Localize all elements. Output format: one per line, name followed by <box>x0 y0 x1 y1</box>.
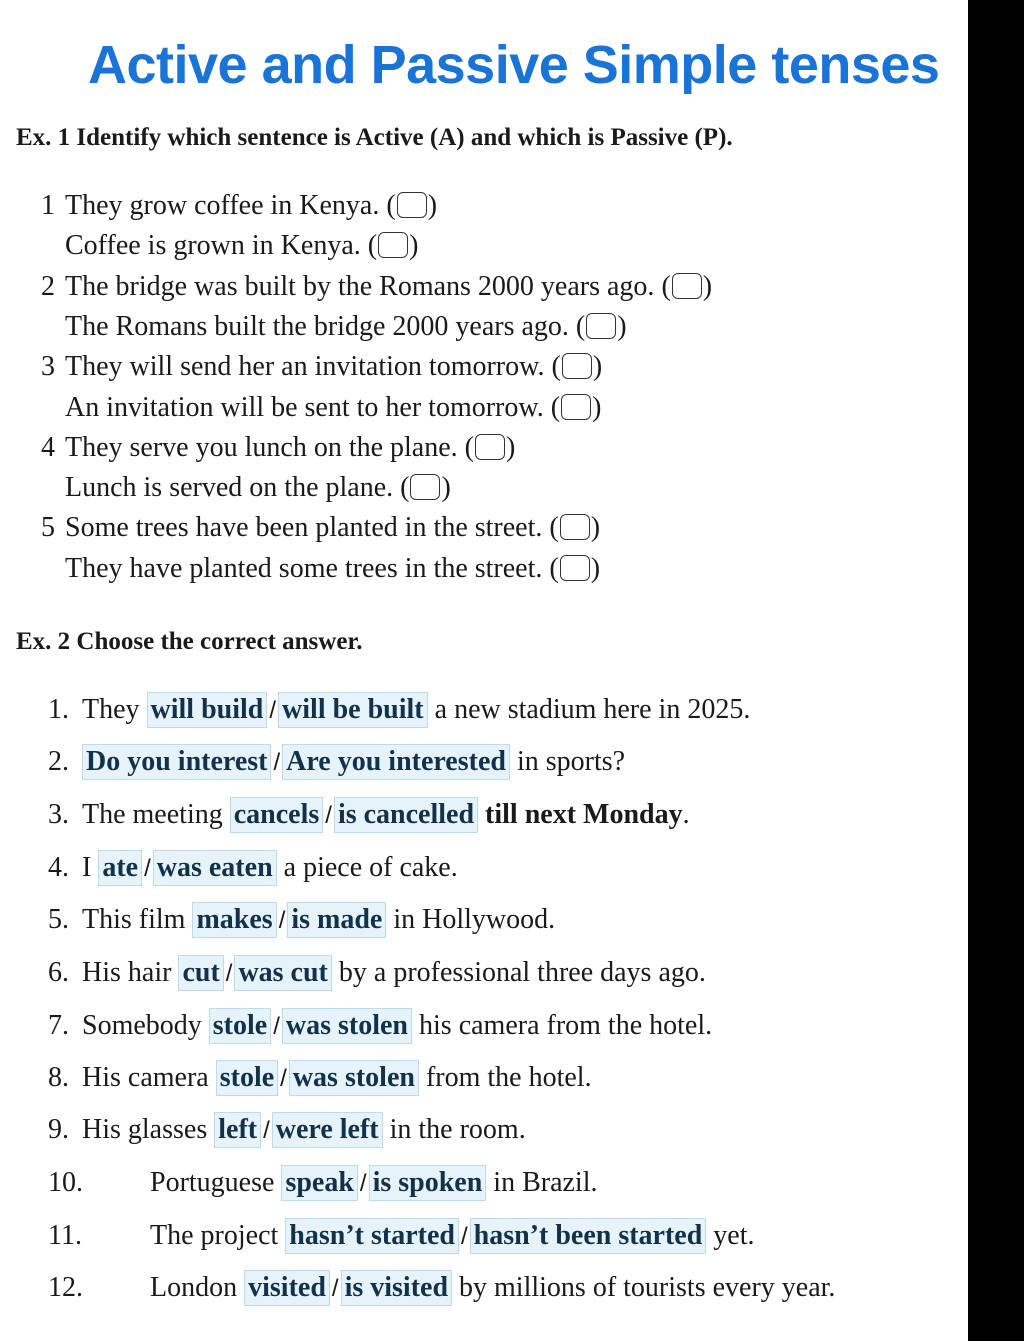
ex2-item-number: 8. <box>48 1062 69 1093</box>
ex1-item-number: 4 <box>41 431 55 463</box>
ex2-item-number: 9. <box>48 1114 69 1145</box>
option-separator: / <box>280 1065 287 1092</box>
option-passive[interactable]: was stolen <box>289 1060 419 1096</box>
answer-box[interactable] <box>562 353 592 379</box>
ex2-sentence <box>82 955 706 992</box>
ex1-sentence: Lunch is served on the plane. ( ) <box>65 472 451 504</box>
answer-box[interactable] <box>397 192 427 218</box>
ex2-item-number: 1. <box>48 694 69 725</box>
ex2-item <box>48 902 948 938</box>
sentence-start: They <box>82 694 140 725</box>
ex2-sentence <box>82 850 458 887</box>
right-margin-band <box>968 0 1024 1341</box>
ex2-sentence <box>82 797 690 834</box>
sentence-end: his camera from the hotel. <box>419 1010 713 1041</box>
answer-box[interactable] <box>560 514 590 540</box>
option-active[interactable]: cut <box>178 955 223 991</box>
sentence-start: London <box>150 1272 238 1303</box>
sentence-start: I <box>82 852 92 883</box>
answer-box[interactable] <box>586 313 616 339</box>
ex1-sentence-text: They serve you lunch on the plane. <box>65 431 458 463</box>
option-separator: / <box>278 907 286 934</box>
ex1-sentence: 2 The bridge was built by the Romans 2000 years ago. ( ) <box>41 270 713 302</box>
ex2-item <box>48 850 948 886</box>
sentence-end: from the hotel. <box>425 1062 592 1093</box>
ex1-sentence: 5 Some trees have been planted in the street. ( ) <box>41 512 601 544</box>
ex2-item-number: 7. <box>48 1010 69 1041</box>
option-active[interactable]: makes <box>192 902 276 938</box>
sentence-end: yet. <box>713 1220 755 1251</box>
ex1-sentence-text: They will send her an invitation tomorrow. <box>65 351 545 383</box>
ex1-sentence: An invitation will be sent to her tomorrow. ( ) <box>65 391 602 423</box>
ex1-item-number: 2 <box>41 270 55 302</box>
ex2-item <box>48 1008 948 1044</box>
sentence-start: The meeting <box>82 799 223 830</box>
ex1-heading: Ex. 1 Identify which sentence is Active (A) and which is Passive (P). <box>16 124 733 151</box>
ex2-sentence <box>82 692 750 729</box>
ex2-item-number: 12. <box>48 1272 83 1303</box>
answer-box[interactable] <box>560 555 590 581</box>
answer-box[interactable] <box>561 394 591 420</box>
option-passive[interactable]: Are you interested <box>282 744 510 780</box>
ex2-item-number: 2. <box>48 746 69 777</box>
ex1-sentence-text: Some trees have been planted in the street. <box>65 512 543 544</box>
ex1-sentence: 4 They serve you lunch on the plane. ( ) <box>41 431 516 463</box>
ex2-item-number: 3. <box>48 799 69 830</box>
sentence-start: This film <box>82 904 186 935</box>
option-active[interactable]: stole <box>209 1008 271 1044</box>
sentence-end: by a professional three days ago. <box>338 957 706 988</box>
option-separator: / <box>325 802 332 829</box>
ex2-item-number: 4. <box>48 852 69 883</box>
sentence-end: a new stadium here in 2025. <box>434 694 751 725</box>
option-passive[interactable]: was cut <box>234 955 331 991</box>
option-active[interactable]: Do you interest <box>82 744 271 780</box>
ex2-sentence <box>82 1008 712 1045</box>
sentence-start: His glasses <box>82 1114 208 1145</box>
option-separator: / <box>269 697 277 724</box>
option-separator: / <box>225 960 233 987</box>
ex2-item-number: 10. <box>48 1167 83 1198</box>
sentence-start: Portuguese <box>150 1167 275 1198</box>
ex2-sentence <box>82 902 555 939</box>
answer-box[interactable] <box>672 273 702 299</box>
ex1-sentence: 1 They grow coffee in Kenya. ( ) <box>41 190 438 221</box>
option-active[interactable]: hasn’t started <box>285 1218 459 1254</box>
ex2-item-number: 6. <box>48 957 69 988</box>
option-separator: / <box>460 1223 468 1250</box>
option-passive[interactable]: was eaten <box>153 850 277 886</box>
sentence-end: in the room. <box>389 1114 526 1145</box>
ex1-sentence: 3 They will send her an invitation tomorrow. ( ) <box>41 351 603 383</box>
option-separator: / <box>273 1013 280 1040</box>
sentence-start: His camera <box>82 1062 209 1093</box>
sentence-end: in sports? <box>516 746 626 777</box>
ex1-sentence-text: Coffee is grown in Kenya. <box>65 230 361 262</box>
ex2-item <box>48 1270 948 1306</box>
ex1-sentence-text: They have planted some trees in the street. <box>65 552 543 584</box>
ex2-sentence <box>82 744 625 781</box>
ex1-item-number: 3 <box>41 351 55 383</box>
ex2-item <box>48 744 948 780</box>
ex2-item <box>48 1218 948 1254</box>
option-passive[interactable]: is made <box>287 902 386 938</box>
ex1-sentence-text: An invitation will be sent to her tomorrow. <box>65 391 544 423</box>
option-active[interactable]: cancels <box>230 797 324 833</box>
ex1-sentence-text: The Romans built the bridge 2000 years ago. <box>65 310 569 342</box>
ex2-item <box>48 692 948 728</box>
option-active[interactable]: left <box>214 1112 261 1148</box>
answer-box[interactable] <box>410 474 440 500</box>
option-active[interactable]: will build <box>147 692 268 728</box>
option-active[interactable]: ate <box>98 850 142 886</box>
option-separator: / <box>144 855 151 882</box>
sentence-start: His hair <box>82 957 172 988</box>
ex1-sentence-text: They grow coffee in Kenya. <box>65 190 380 221</box>
ex1-sentence: The Romans built the bridge 2000 years ago. ( ) <box>65 310 627 342</box>
ex1-item-number: 5 <box>41 512 55 544</box>
sentence-end: in Brazil. <box>493 1167 598 1198</box>
ex2-sentence <box>150 1218 755 1255</box>
ex2-item <box>48 1060 948 1096</box>
ex2-item-number: 5. <box>48 904 69 935</box>
option-passive[interactable]: is visited <box>341 1270 452 1306</box>
page-title: Active and Passive Simple tenses <box>88 35 940 95</box>
ex1-sentence-text: The bridge was built by the Romans 2000 years ago. <box>65 270 655 302</box>
sentence-end: in Hollywood. <box>393 904 556 935</box>
option-passive[interactable]: was stolen <box>282 1008 412 1044</box>
ex2-item <box>48 1112 948 1148</box>
ex2-item <box>48 1165 948 1201</box>
ex2-item <box>48 955 948 991</box>
sentence-start: The project <box>150 1220 279 1251</box>
option-active[interactable]: stole <box>216 1060 278 1096</box>
sentence-start: Somebody <box>82 1010 202 1041</box>
option-passive[interactable]: is cancelled <box>334 797 478 833</box>
ex1-sentence: Coffee is grown in Kenya. ( ) <box>65 230 419 262</box>
ex2-sentence <box>82 1060 592 1097</box>
ex1-sentence: They have planted some trees in the street. ( ) <box>65 552 601 584</box>
ex2-item <box>48 797 948 833</box>
ex2-item-number: 11. <box>48 1220 82 1251</box>
option-passive[interactable]: were left <box>272 1112 383 1148</box>
ex1-sentence-text: Lunch is served on the plane. <box>65 472 394 504</box>
sentence-end: till next Monday <box>485 799 683 830</box>
option-passive[interactable]: hasn’t been started <box>470 1218 707 1254</box>
option-active[interactable]: visited <box>244 1270 330 1306</box>
answer-box[interactable] <box>378 232 408 258</box>
option-separator: / <box>273 749 281 776</box>
ex2-sentence <box>150 1270 835 1307</box>
sentence-end: a piece of cake. <box>283 852 458 883</box>
option-separator: / <box>331 1275 339 1302</box>
option-active[interactable]: speak <box>281 1165 357 1201</box>
ex2-sentence <box>150 1165 598 1202</box>
option-separator: / <box>359 1170 367 1197</box>
option-separator: / <box>263 1117 270 1144</box>
option-passive[interactable]: will be built <box>278 692 428 728</box>
answer-box[interactable] <box>475 434 505 460</box>
ex2-sentence <box>82 1112 526 1149</box>
sentence-end: by millions of tourists every year. <box>459 1272 836 1303</box>
ex2-heading: Ex. 2 Choose the correct answer. <box>16 628 363 655</box>
sentence-period: . <box>682 799 690 830</box>
option-passive[interactable]: is spoken <box>369 1165 487 1201</box>
ex1-item-number: 1 <box>41 190 55 221</box>
